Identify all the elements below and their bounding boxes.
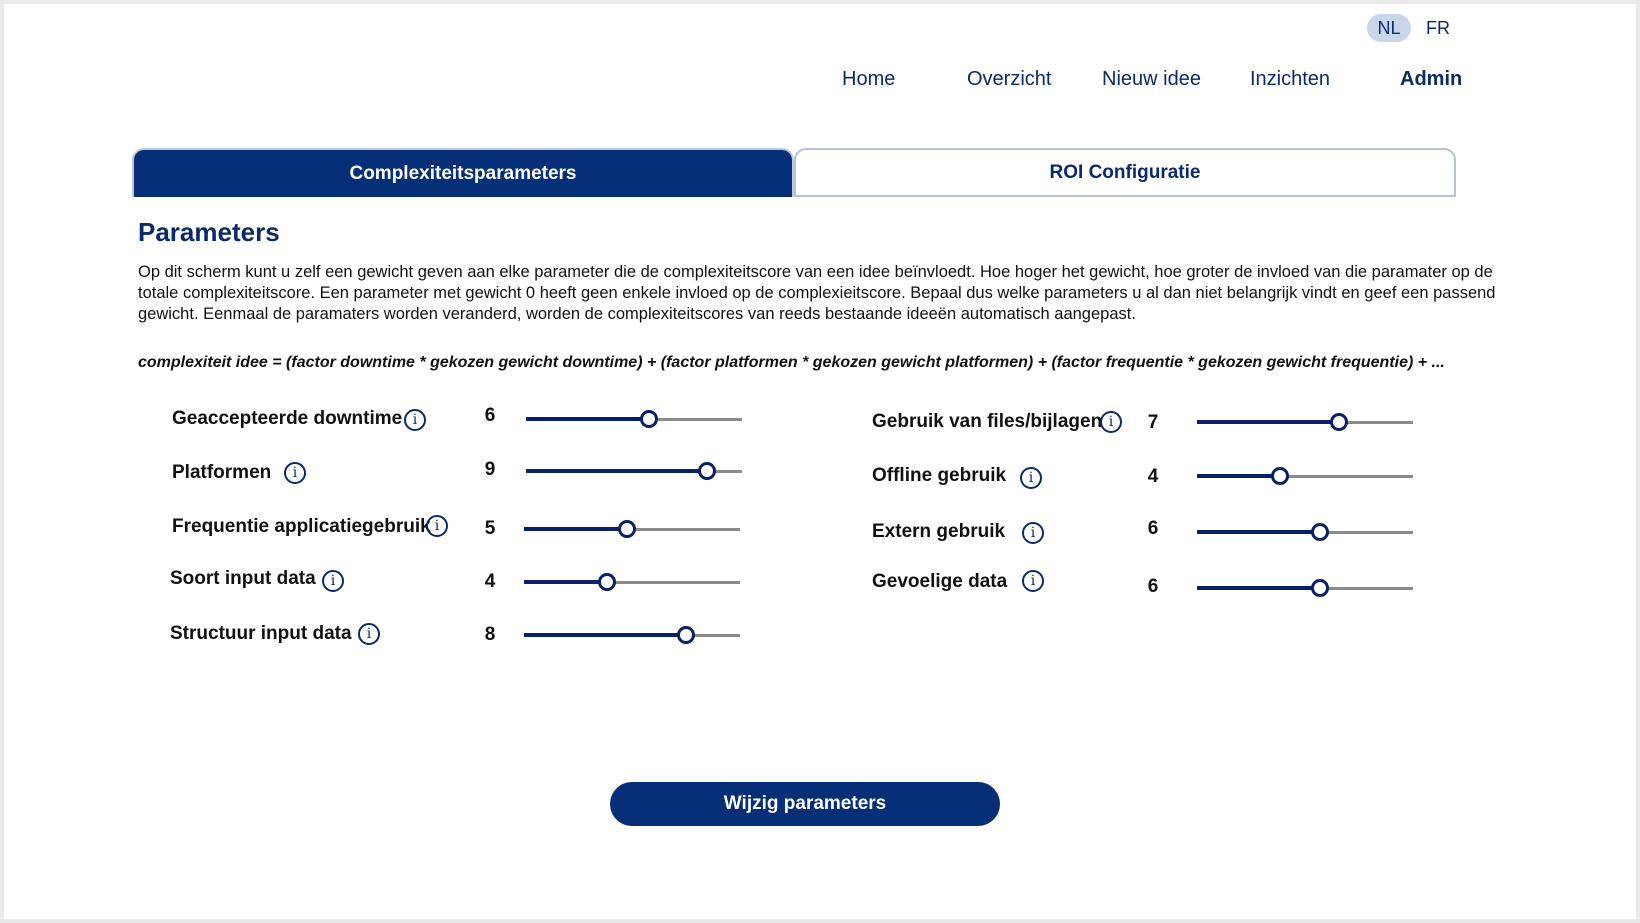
page-frame (4, 4, 1636, 919)
parameter-value: 7 (1147, 412, 1159, 433)
parameter-label: Offline gebruik (872, 465, 1007, 486)
parameter-slider[interactable] (1197, 466, 1413, 486)
complexity-formula: complexiteit idee = (factor downtime * gekozen gewicht downtime) + (factor platformen * gekozen gewicht platformen) + (factor frequentie * gekozen gewicht frequentie) + ... (138, 354, 1445, 371)
parameter-label: Structuur input data (170, 623, 352, 644)
parameter-value: 4 (1147, 466, 1159, 487)
tab-roi-configuratie[interactable]: ROI Configuratie (794, 148, 1456, 197)
info-icon[interactable]: i (358, 623, 380, 645)
parameter-label: Soort input data (170, 568, 316, 589)
slider-thumb[interactable] (1311, 523, 1329, 541)
info-icon[interactable]: i (284, 462, 306, 484)
info-icon[interactable]: i (1100, 411, 1122, 433)
parameter-value: 5 (484, 518, 496, 539)
slider-thumb[interactable] (640, 410, 658, 428)
slider-thumb[interactable] (677, 626, 695, 644)
info-icon[interactable]: i (426, 515, 448, 537)
info-icon[interactable]: i (404, 409, 426, 431)
info-icon[interactable]: i (322, 570, 344, 592)
parameter-slider[interactable] (524, 519, 740, 539)
nav-nieuw-idee[interactable]: Nieuw idee (1102, 68, 1201, 90)
slider-thumb[interactable] (598, 573, 616, 591)
parameter-value: 8 (484, 624, 496, 645)
parameter-label: Geaccepteerde downtime (172, 408, 403, 429)
parameter-label: Gevoelige data (872, 571, 1008, 592)
info-icon[interactable]: i (1022, 522, 1044, 544)
parameter-slider[interactable] (526, 409, 742, 429)
slider-thumb[interactable] (618, 520, 636, 538)
parameter-label: Frequentie applicatiegebruik (172, 516, 431, 537)
slider-thumb[interactable] (1311, 579, 1329, 597)
slider-thumb[interactable] (698, 462, 716, 480)
parameter-label: Platformen (172, 462, 272, 483)
parameter-value: 6 (484, 405, 496, 426)
slider-thumb[interactable] (1271, 467, 1289, 485)
slider-thumb[interactable] (1330, 413, 1348, 431)
parameter-slider[interactable] (1197, 578, 1413, 598)
nav-inzichten[interactable]: Inzichten (1250, 68, 1331, 90)
info-icon[interactable]: i (1022, 570, 1044, 592)
parameter-slider[interactable] (526, 461, 742, 481)
parameter-slider[interactable] (524, 572, 740, 592)
parameter-label: Gebruik van files/bijlagen (872, 411, 1103, 432)
parameter-value: 4 (484, 571, 496, 592)
parameter-value: 9 (484, 459, 496, 480)
description-text: Op dit scherm kunt u zelf een gewicht geven aan elke parameter die de complexiteitscore van een idee beïnvloedt. Hoe hoger het gewicht, hoe groter de invloed van die paramater op de totale complexiteitscore. Een parameter met gewicht 0 heeft geen enkele invloed op de complexieitscore. Bepaal dus welke parameters u al dan niet belangrijk vindt en geef een passend gewicht. Eenmaal de paramaters worden veranderd, worden de complexiteitscores van reeds bestaande ideeën automatisch aangepast. (138, 263, 1496, 323)
parameter-slider[interactable] (1197, 522, 1413, 542)
parameter-slider[interactable] (1197, 412, 1413, 432)
info-icon[interactable]: i (1020, 467, 1042, 489)
language-fr-button[interactable]: FR (1426, 18, 1450, 38)
parameter-label: Extern gebruik (872, 521, 1006, 542)
nav-admin[interactable]: Admin (1400, 68, 1463, 90)
section-title: Parameters (138, 217, 280, 247)
parameter-slider[interactable] (524, 625, 740, 645)
nav-overzicht[interactable]: Overzicht (967, 68, 1052, 90)
parameter-value: 6 (1147, 518, 1159, 539)
parameter-value: 6 (1147, 576, 1159, 597)
wijzig-parameters-button[interactable]: Wijzig parameters (610, 782, 1000, 826)
tab-complexiteitsparameters[interactable]: Complexiteitsparameters (132, 148, 794, 197)
nav-home[interactable]: Home (842, 68, 896, 90)
language-nl-button[interactable]: NL (1367, 14, 1411, 42)
